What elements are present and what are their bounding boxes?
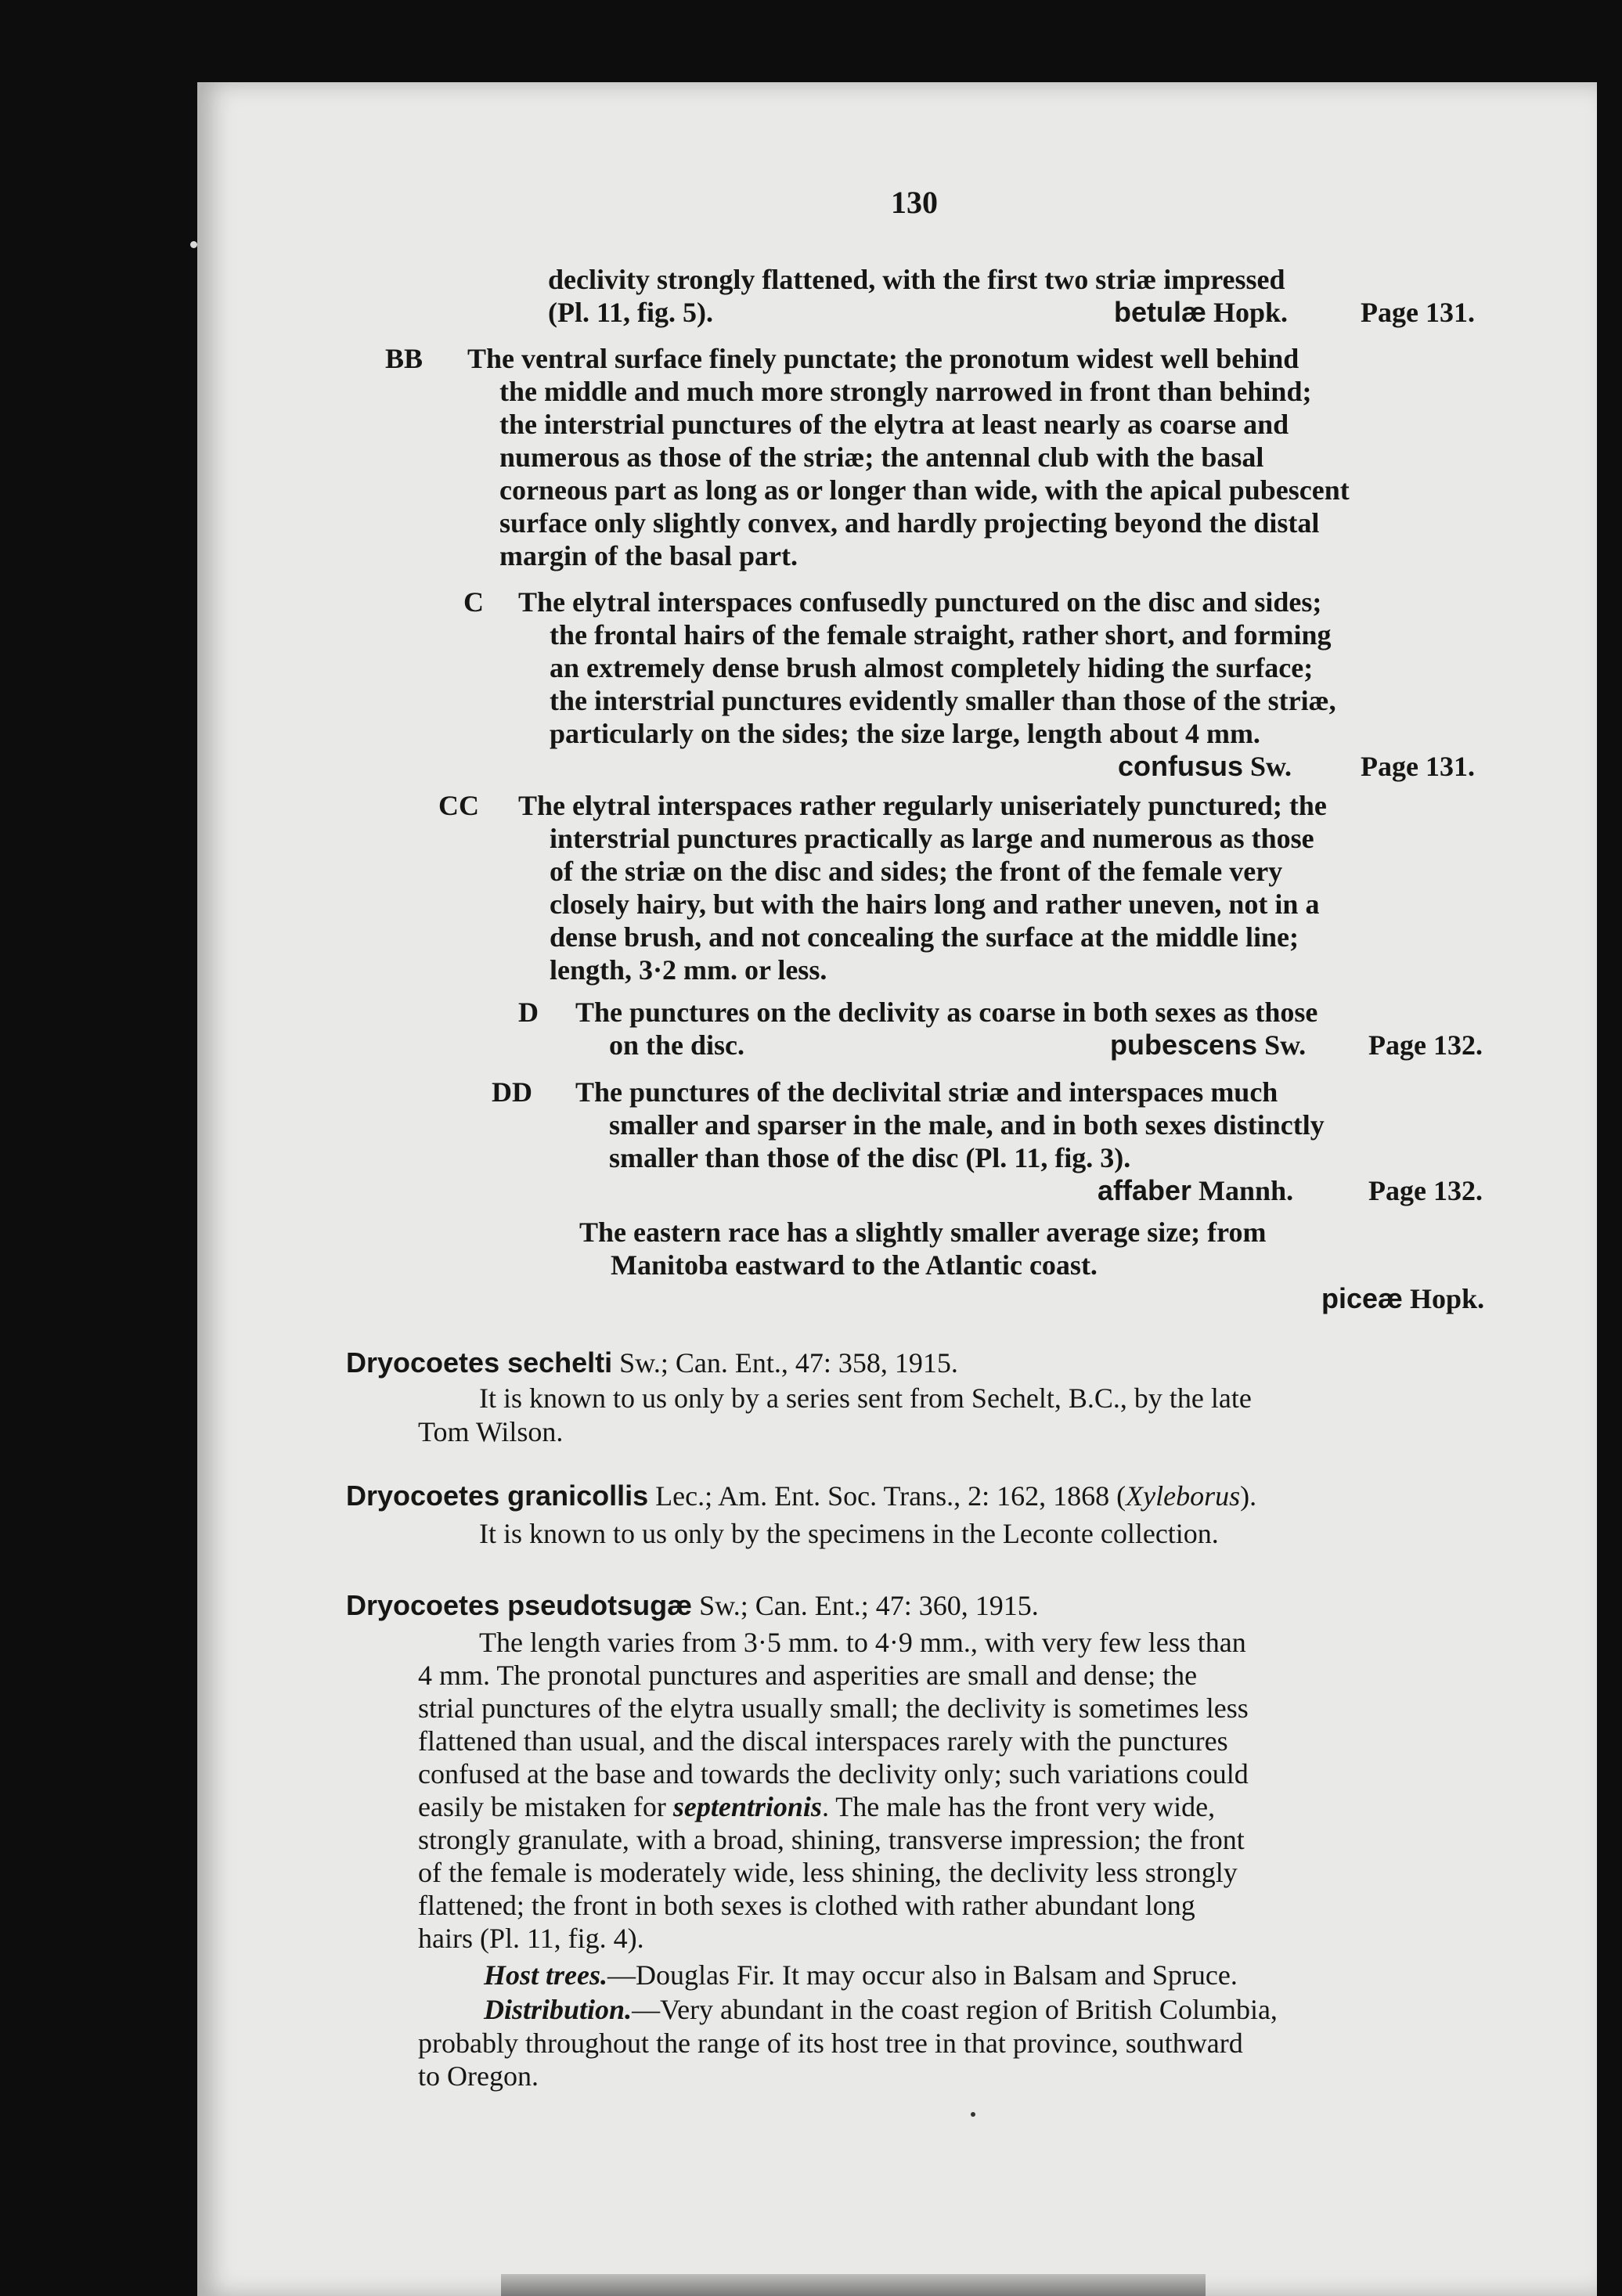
key-d-line: The punctures on the declivity as coarse in both sexes as those <box>575 997 1318 1028</box>
host-trees-label: Host trees. <box>484 1959 607 1991</box>
species-name: Dryocoetes granicollis <box>346 1480 649 1512</box>
species-name: pubescens <box>1110 1029 1258 1061</box>
species-heading <box>346 1480 1256 1512</box>
body-text-line: confused at the base and towards the declivity only; such variations could <box>418 1758 1249 1790</box>
synonym-genus: Xyleborus <box>1126 1480 1241 1512</box>
page-reference: Page 132. <box>1368 1175 1483 1206</box>
page-reference: Page 131. <box>1361 297 1475 328</box>
race-note-line: Manitoba eastward to the Atlantic coast. <box>611 1249 1098 1281</box>
page-bottom-edge <box>501 2274 1206 2296</box>
host-trees-line <box>484 1959 1238 1991</box>
key-c-line: the interstrial punctures evidently smaller than those of the striæ, <box>550 685 1336 716</box>
distribution-text: —Very abundant in the coast region of British Columbia, <box>632 1994 1278 2025</box>
species-citation: Sw.; Can. Ent., 47: 358, 1915. <box>612 1347 958 1379</box>
species-name: betulæ <box>1114 296 1207 328</box>
species-citation: Sw.; Can. Ent.; 47: 360, 1915. <box>692 1590 1039 1621</box>
body-text-line: flattened than usual, and the discal interspaces rarely with the punctures <box>418 1725 1228 1757</box>
key-cc-line: interstrial punctures practically as large and numerous as those <box>550 823 1314 854</box>
body-text-line: hairs (Pl. 11, fig. 4). <box>418 1923 644 1954</box>
key-text-line: declivity strongly flattened, with the first two striæ impressed <box>548 264 1285 295</box>
species-entry <box>1118 750 1292 783</box>
distribution-label: Distribution. <box>484 1994 633 2025</box>
key-dd-line: The punctures of the declivital striæ and interspaces much <box>575 1076 1278 1108</box>
species-author: Sw. <box>1243 751 1292 782</box>
key-bb-line: The ventral surface finely punctate; the pronotum widest well behind <box>467 343 1299 374</box>
key-d-line: on the disc. <box>609 1029 745 1061</box>
body-text-line: to Oregon. <box>418 2060 539 2092</box>
key-c-line: particularly on the sides; the size large, length about 4 mm. <box>550 718 1260 749</box>
key-bb-line: margin of the basal part. <box>499 540 798 571</box>
body-text-line: It is known to us only by the specimens in the Leconte collection. <box>479 1518 1219 1549</box>
host-trees-text: —Douglas Fir. It may occur also in Balsam and Spruce. <box>607 1959 1238 1991</box>
text-run: easily be mistaken for <box>418 1791 673 1822</box>
species-author: Mannh. <box>1191 1175 1294 1206</box>
species-name: piceæ <box>1321 1282 1404 1314</box>
key-label-bb: BB <box>385 343 424 374</box>
species-name: Dryocoetes pseudotsugæ <box>346 1589 693 1621</box>
species-name: affaber <box>1098 1174 1192 1206</box>
species-entry <box>1110 1029 1306 1061</box>
scan-speck <box>190 241 197 248</box>
key-cc-line: of the striæ on the disc and sides; the front of the female very <box>550 856 1283 887</box>
body-text-line <box>418 1790 1215 1823</box>
text-run: . The male has the front very wide, <box>821 1791 1216 1822</box>
distribution-line <box>484 1993 1278 2026</box>
key-c-line: the frontal hairs of the female straight, rather short, and forming <box>550 619 1332 651</box>
page-reference: Page 131. <box>1361 751 1475 782</box>
species-heading <box>346 1346 958 1379</box>
species-entry <box>1114 296 1288 329</box>
species-entry <box>1098 1174 1293 1207</box>
key-bb-line: corneous part as long as or longer than wide, with the apical pubescent <box>499 474 1350 506</box>
key-bb-line: surface only slightly convex, and hardly projecting beyond the distal <box>499 507 1320 539</box>
key-label-c: C <box>463 586 484 618</box>
key-label-dd: DD <box>492 1076 532 1108</box>
key-label-cc: CC <box>438 790 479 821</box>
body-text-line: strial punctures of the elytra usually small; the declivity is sometimes less <box>418 1692 1249 1724</box>
body-text-line: 4 mm. The pronotal punctures and asperities are small and dense; the <box>418 1660 1198 1691</box>
species-name: Dryocoetes sechelti <box>346 1346 613 1379</box>
race-note-line: The eastern race has a slightly smaller average size; from <box>579 1216 1267 1248</box>
key-bb-line: the interstrial punctures of the elytra at least nearly as coarse and <box>499 409 1289 440</box>
species-name: confusus <box>1118 750 1244 782</box>
key-cc-line: closely hairy, but with the hairs long and rather uneven, not in a <box>550 888 1320 920</box>
print-speck <box>971 2112 975 2117</box>
species-author: Sw. <box>1257 1029 1307 1061</box>
key-c-line: an extremely dense brush almost completely hiding the surface; <box>550 652 1314 683</box>
key-c-line: The elytral interspaces confusedly punctured on the disc and sides; <box>518 586 1322 618</box>
key-dd-line: smaller than those of the disc (Pl. 11, fig. 3). <box>609 1142 1131 1173</box>
body-text-line: of the female is moderately wide, less shining, the declivity less strongly <box>418 1857 1238 1888</box>
key-cc-line: The elytral interspaces rather regularly uniseriately punctured; the <box>518 790 1327 821</box>
species-entry <box>1321 1282 1484 1315</box>
body-text-line: Tom Wilson. <box>418 1416 564 1447</box>
species-citation: Lec.; Am. Ent. Soc. Trans., 2: 162, 1868 ( <box>648 1480 1126 1512</box>
species-italic: septentrionis <box>672 1791 822 1822</box>
body-text-line: It is known to us only by a series sent from Sechelt, B.C., by the late <box>479 1382 1252 1414</box>
key-bb-line: numerous as those of the striæ; the antennal club with the basal <box>499 442 1264 473</box>
body-text-line: probably throughout the range of its host tree in that province, southward <box>418 2027 1243 2059</box>
plate-reference: (Pl. 11, fig. 5). <box>548 297 713 328</box>
key-label-d: D <box>518 997 539 1028</box>
species-author: Hopk. <box>1403 1283 1485 1314</box>
body-text-line: strongly granulate, with a broad, shining, transverse impression; the front <box>418 1824 1245 1855</box>
citation-close: ). <box>1240 1480 1257 1512</box>
body-text-line: flattened; the front in both sexes is clothed with rather abundant long <box>418 1890 1195 1921</box>
species-heading <box>346 1589 1039 1622</box>
key-cc-line: length, 3·2 mm. or less. <box>550 954 827 986</box>
key-cc-line: dense brush, and not concealing the surface at the middle line; <box>550 921 1299 953</box>
key-dd-line: smaller and sparser in the male, and in both sexes distinctly <box>609 1109 1325 1141</box>
page-number: 130 <box>891 185 938 220</box>
page-reference: Page 132. <box>1368 1029 1483 1061</box>
body-text-line: The length varies from 3·5 mm. to 4·9 mm., with very few less than <box>479 1627 1246 1658</box>
species-author: Hopk. <box>1206 297 1289 328</box>
key-bb-line: the middle and much more strongly narrowed in front than behind; <box>499 376 1312 407</box>
